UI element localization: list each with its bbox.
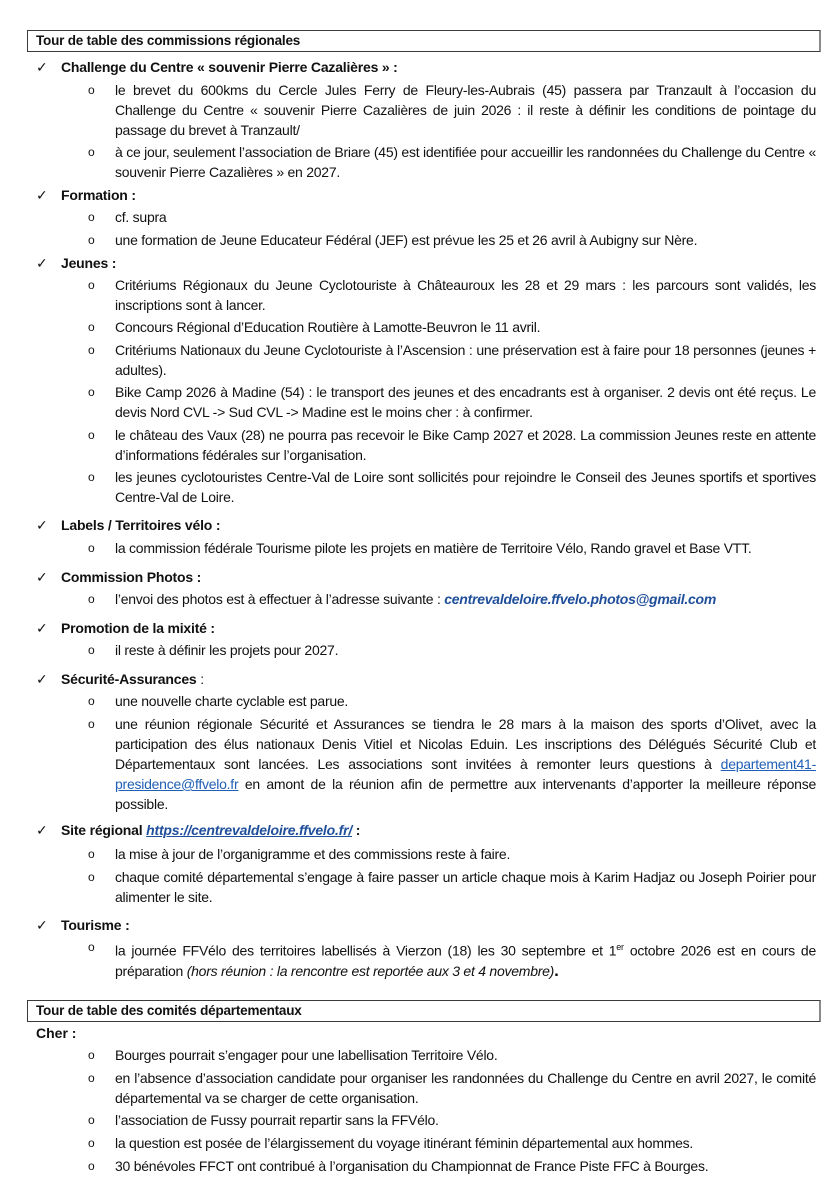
list-item: o Bike Camp 2026 à Madine (54) : le transport des jeunes et des encadrants est à organiser. 2 devis ont été reçus. Le devis Nord CVL -> Sud CVL -> Madine est le moins cher : à confirmer. [88, 384, 816, 420]
bullet-icon: o [88, 385, 95, 399]
photos-email-link[interactable]: centrevaldeloire.ffvelo.photos@gmail.com [444, 591, 717, 607]
heading-label: Challenge du Centre « souvenir Pierre Cazalières » : [61, 59, 398, 75]
bullet-icon: o [88, 233, 95, 247]
list-item: o la mise à jour de l’organigramme et des commissions reste à faire. [88, 846, 511, 862]
bullet-icon: o [88, 1071, 95, 1085]
list-item: o une réunion régionale Sécurité et Assurances se tiendra le 28 mars à la maison des sports d’Olivet, avec la participation des élus nationaux Denis Vitiel et Nicolas Eduin. Les inscriptions des Délégués Sécurité Club et Départementaux sont lancées. Les associations sont invitées à remonter leurs questions à departement41-presidence@ffvelo.fr en amont de la réunion afin de permettre aux intervenants d’apporter la meilleure réponse possible. [88, 716, 816, 812]
list-item: o l’envoi des photos est à effectuer à l’adresse suivante : centrevaldeloire.ffvelo.photos@gmail.com [88, 591, 717, 607]
bullet-icon: o [88, 210, 95, 224]
bullet-icon: o [88, 592, 95, 606]
list-item: o la question est posée de l’élargissement du voyage itinérant féminin départemental aux hommes. [88, 1135, 694, 1151]
list-item: o Critériums Nationaux du Jeune Cyclotouriste à l’Ascension : une préservation est à faire pour 18 personnes (jeunes + adultes). [88, 342, 816, 378]
checkmark-icon: ✓ [36, 822, 48, 838]
list-item: o à ce jour, seulement l’association de Briare (45) est identifiée pour accueillir les randonnées du Challenge du Centre « souvenir Pierre Cazalières » en 2027. [88, 144, 816, 180]
bullet-icon: o [88, 1048, 95, 1062]
list-item: o les jeunes cyclotouristes Centre-Val de Loire sont sollicités pour rejoindre le Conseil des Jeunes sportifs et sportives Centre-Val de Loire. [88, 469, 816, 505]
bullet-icon: o [88, 694, 95, 708]
checkmark-icon: ✓ [36, 255, 48, 271]
heading-jeunes: ✓ Jeunes : [36, 255, 117, 271]
bullet-icon: o [88, 1113, 95, 1127]
list-item: o le château des Vaux (28) ne pourra pas recevoir le Bike Camp 2027 et 2028. La commission Jeunes reste en attente d’informations fédérales sur l’organisation. [88, 427, 816, 463]
bullet-icon: o [88, 83, 95, 97]
list-item: o Bourges pourrait s’engager pour une labellisation Territoire Vélo. [88, 1047, 498, 1063]
list-item: o Critériums Régionaux du Jeune Cyclotouriste à Châteauroux les 28 et 29 mars : les parcours sont validés, les inscriptions sont à lancer. [88, 277, 816, 313]
bullet-icon: o [88, 1159, 95, 1173]
heading-labels: ✓ Labels / Territoires vélo : [36, 517, 221, 533]
bullet-icon: o [88, 320, 95, 334]
list-item: o une formation de Jeune Educateur Fédéral (JEF) est prévue les 25 et 26 avril à Aubigny sur Nère. [88, 232, 698, 248]
checkmark-icon: ✓ [36, 620, 48, 636]
bullet-icon: o [88, 717, 95, 731]
checkmark-icon: ✓ [36, 517, 48, 533]
list-item: o une nouvelle charte cyclable est parue. [88, 693, 349, 709]
bullet-icon: o [88, 847, 95, 861]
bullet-icon: o [88, 145, 95, 159]
list-item: o la commission fédérale Tourisme pilote les projets en matière de Territoire Vélo, Rando gravel et Base VTT. [88, 540, 752, 556]
section-header-regional: Tour de table des commissions régionales [27, 30, 821, 52]
list-item: o la journée FFVélo des territoires labellisés à Vierzon (18) les 30 septembre et 1er octobre 2026 est en cours de préparation (hors réunion : la rencontre est reportée aux 3 et 4 novembre). [88, 937, 816, 981]
bullet-icon: o [88, 470, 95, 484]
checkmark-icon: ✓ [36, 59, 48, 75]
bullet-icon: o [88, 278, 95, 292]
list-item: o 30 bénévoles FFCT ont contribué à l’organisation du Championnat de France Piste FFC à Bourges. [88, 1158, 709, 1174]
section-header-departmental: Tour de table des comités départementaux [27, 1000, 821, 1022]
bullet-icon: o [88, 343, 95, 357]
heading-challenge [36, 57, 398, 77]
heading-cher: Cher : [36, 1025, 77, 1041]
checkmark-icon: ✓ [36, 569, 48, 585]
bullet-icon: o [88, 940, 95, 954]
list-item: o chaque comité départemental s’engage à faire passer un article chaque mois à Karim Hadjaz ou Joseph Poirier pour alimenter le site. [88, 869, 816, 905]
bullet-icon: o [88, 643, 95, 657]
list-item: o cf. supra [88, 209, 167, 225]
securite-email-link[interactable]: departement41-presidence@ffvelo.fr [115, 756, 816, 792]
bullet-icon: o [88, 541, 95, 555]
checkmark-icon: ✓ [36, 187, 48, 203]
heading-tourisme: ✓ Tourisme : [36, 917, 130, 933]
list-item: o l’association de Fussy pourrait repartir sans la FFVélo. [88, 1112, 439, 1128]
list-item: o Concours Régional d’Education Routière à Lamotte-Beuvron le 11 avril. [88, 319, 541, 335]
heading-site: ✓ Site régional https://centrevaldeloire.ffvelo.fr/ : [36, 822, 361, 838]
checkmark-icon: ✓ [36, 917, 48, 933]
list-item: o le brevet du 600kms du Cercle Jules Ferry de Fleury-les-Aubrais (45) passera par Tranzault à l’occasion du Challenge du Centre « souvenir Pierre Cazalières de juin 2026 : il reste à définir les conditions de pointage du passage du brevet à Tranzault/ [88, 82, 816, 138]
heading-securite: ✓ Sécurité-Assurances : [36, 671, 204, 687]
list-item: o en l’absence d’association candidate pour organiser les randonnées du Challenge du Centre en avril 2027, le comité départemental va se charger de cette organisation. [88, 1070, 816, 1106]
site-link[interactable]: https://centrevaldeloire.ffvelo.fr/ [146, 822, 353, 838]
checkmark-icon: ✓ [36, 671, 48, 687]
heading-formation: ✓ Formation : [36, 187, 136, 203]
bullet-icon: o [88, 1136, 95, 1150]
list-item: o il reste à définir les projets pour 2027. [88, 642, 339, 658]
bullet-icon: o [88, 870, 95, 884]
heading-mixite: ✓ Promotion de la mixité : [36, 620, 215, 636]
heading-photos: ✓ Commission Photos : [36, 569, 202, 585]
bullet-icon: o [88, 428, 95, 442]
